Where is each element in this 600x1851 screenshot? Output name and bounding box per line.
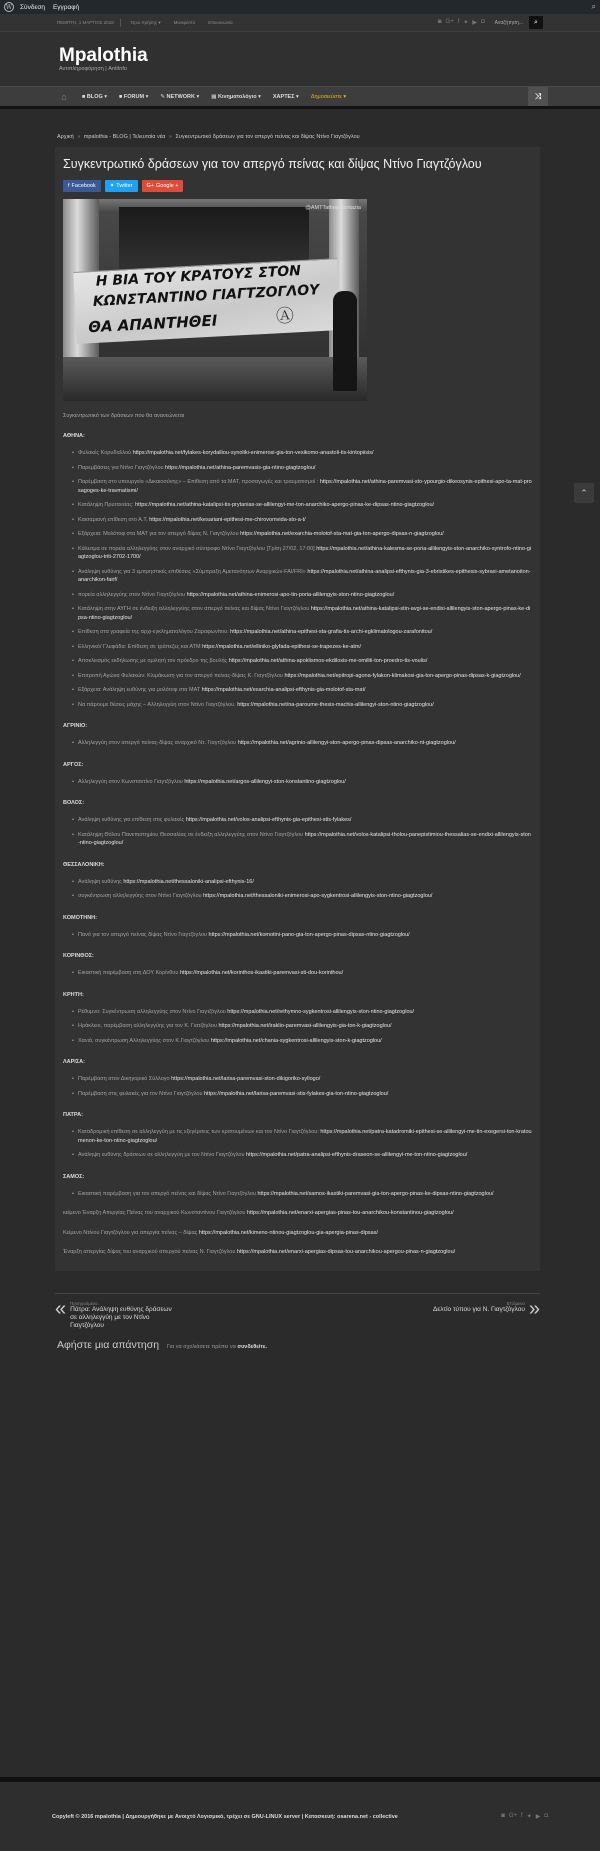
item-url-link[interactable]: https://mpalothia.net/athina-analipsi-efthynis-gia-3-ebristikes-epithesis-sybraxi-ametanoiton-anarchikon-fairf/ [78, 568, 531, 583]
list-item [72, 516, 532, 525]
site-header [0, 32, 600, 86]
list-item [72, 628, 532, 637]
item-url-link[interactable]: https://mpalothia.net/exarchia-molotof-sta-mat-gia-ton-apergo-dipsas-n-giagtzoglou/ [240, 531, 444, 537]
list-item [72, 568, 532, 585]
breadcrumb-category[interactable]: mpalothia - BLOG | Τελευταία νέα [83, 134, 166, 140]
facebook-icon[interactable]: f [521, 1813, 523, 1819]
banner-text: ΚΩΝΣΤΑΝΤΙΝΟ ΓΙΑΓΤΖΟΓΛΟΥ [92, 282, 320, 310]
paragraph-title-link[interactable]: Έναρξη απεργίας δίψας του αναρχικού απεργού πείνας Ν. Γιαγτζόγλου [63, 1249, 236, 1255]
item-title-link[interactable]: Εικαστική παρέμβαση στη ΔΟΥ Κορίνθου [78, 970, 179, 976]
scroll-to-top-button[interactable]: ⌃ [574, 483, 594, 503]
google-plus-share-button[interactable]: G+ Google + [142, 180, 184, 192]
item-title-link[interactable]: Να πάρουμε θέσεις μάχης – Αλληλεγγύη στον Ντίνο Γιαγτζόγλου. [78, 701, 236, 708]
google-plus-icon: G+ [146, 183, 154, 189]
login-link[interactable]: Σύνδεση [20, 3, 45, 11]
footer-social-links [501, 1813, 548, 1820]
post-image [63, 199, 367, 401]
paragraph-url-link[interactable]: https://mpalothia.net/enarxi-apergias-pinas-tou-anarchikou-konstantinou-giagtzoglou/ [246, 1210, 454, 1216]
item-title-link[interactable]: Ελληνικό/ Γλυφάδα: Επίθεση σε τράπεζες και ΑΤΜ [78, 643, 201, 650]
item-title-link[interactable]: συγκέντρωση αλληλεγγύης στον Ντίνο Γιαγτζόγλου [78, 893, 202, 899]
next-title: Δελτίο τύπου για Ν. Γιαγτζόγλου [433, 1305, 525, 1313]
item-title-link[interactable]: Επιτροπή Αγώνα Φυλακών: Κλιμάκωση για τον απεργό πείνας-δίψας Κ. Γιαγτζόγλου [78, 672, 283, 679]
section-heading: ΑΘΗΝΑ: [63, 433, 85, 439]
divider [120, 19, 121, 27]
paragraph-title-link[interactable]: κείμενο Έναρξη Απεργίας Πείνας του αναρχικού Κωνσταντίνου Γιαγτζόγλου [63, 1210, 246, 1216]
next-label: Επόμενο [506, 1300, 525, 1306]
top-bar [0, 14, 600, 32]
item-title-link[interactable]: Ανάληψη ευθύνης δράσεων σε αλληλεγγύη με τον Ντίνο Γιαγτζόγλου [78, 1152, 245, 1158]
breadcrumb [57, 134, 543, 141]
wordpress-icon[interactable]: W [5, 3, 13, 11]
paragraph-title-link[interactable]: Κείμενο Ντίνου Γιαγτζόγλου για απεργία πείνας – δίψας [63, 1229, 198, 1236]
item-title-link[interactable]: Ανάληψη ευθύνης [78, 878, 122, 885]
section-list [63, 1075, 532, 1098]
google-plus-icon[interactable]: G+ [445, 19, 454, 25]
list-item [72, 1075, 532, 1084]
section-list [63, 1128, 532, 1160]
breadcrumb-home[interactable]: Αρχική [57, 134, 74, 140]
previous-post-link[interactable] [55, 1297, 178, 1331]
text-paragraph [63, 1209, 532, 1218]
share-buttons [63, 180, 532, 192]
item-title-link[interactable]: Κατάληψη Θόλου Πανεπιστημίου Θεσσαλίας σε ένδειξη αλληλεγγύης στον Ντίνο Γιαγτζόγλου [78, 831, 304, 838]
item-title-link[interactable]: Ανάληψη ευθύνης για επίθεση στις φυλακές [78, 817, 185, 823]
list-item [72, 530, 532, 539]
list-item [72, 643, 532, 652]
previous-label: Προηγούμενο [70, 1300, 98, 1306]
item-url-link[interactable]: https://mpalothia.net/iraklio-paremvasi-allilengyis-gia-ton-k-giagtzoglou/ [218, 1023, 392, 1029]
item-title-link[interactable]: Εξάρχεια: Ανάληψη ευθύνης για μολότοφ στα ΜΑΤ [78, 687, 201, 693]
list-item [72, 778, 532, 787]
youtube-icon[interactable]: ▶ [472, 20, 478, 26]
item-url-link[interactable]: https://mpalothia.net/athina-katalipsi-stin-avgi-se-endixi-allilengyis-ston-apergo-pinas-ke-dipsa-ntino-giagtzoglou/ [78, 606, 531, 621]
section-list [63, 739, 532, 748]
item-url-link[interactable]: https://mpalothia.net/fylakes-korydalliou-synoliki-enimerosi-gia-ton-vesikomo-anastoli-tis-kintopiisis/ [132, 450, 374, 456]
list-item [72, 1190, 532, 1199]
section-heading: ΚΟΜΟΤΗΝΗ: [63, 914, 97, 921]
text-paragraph [63, 1229, 532, 1238]
post-navigation [55, 1293, 540, 1331]
photo-floor [63, 357, 367, 401]
twitter-icon[interactable]: ✦ [526, 1814, 532, 1820]
item-url-link[interactable]: https://mpalothia.net/athina-paremvasi-sto-ypourgio-dikeosynis-epithesi-apo-ta-mat-prosagoges-ke-travmatismi/ [78, 479, 532, 494]
list-item [72, 1151, 532, 1160]
section-list [63, 449, 532, 709]
item-title-link[interactable]: Παρέμβαση στις φυλακές για τον Ντίνο Γιαγτζόγλου [78, 1090, 203, 1097]
youtube-icon[interactable]: ▶ [535, 1814, 541, 1820]
section-heading: ΘΕΣΣΑΛΟΝΙΚΗ: [63, 861, 105, 868]
google-plus-icon[interactable]: G+ [508, 1813, 518, 1819]
search-input[interactable]: Αναζήτηση... [494, 19, 523, 26]
list-item [72, 739, 532, 748]
item-url-link[interactable]: https://mpalothia.net/athina-katalipsi-tis-prytanias-se-allilengyi-me-ton-anarchiko-apergo-pinas-ke-dipsas-ntino-giagtzoglou/ [135, 502, 435, 508]
section-heading: ΒΟΛΟΣ: [63, 800, 85, 806]
item-url-link[interactable]: https://mpalothia.net/thessaloniki-enimerosi-apo-sygkentrosi-allilengyis-ston-ntino-giagtzoglou/ [203, 893, 433, 899]
terms-link[interactable]: Όροι Χρήσης ▾ [130, 19, 161, 25]
instagram-icon[interactable]: ◘ [544, 1813, 548, 1819]
copyright: Copyleft © 2016 mpalothia | Δημιουργήθηκε με Ανοιχτό Λογισμικό, τρέχει σε GNU-LINUX server | Κατασκευή: osarena.net - collective [52, 1813, 398, 1820]
item-title-link[interactable]: Αλληλεγγύη στον απεργό πείνας-δίψας αναρχικό Ντ. Γιαγτζόγλου [78, 740, 237, 746]
chevron-right-icon: » [528, 1297, 540, 1320]
nav-item-calendar[interactable]: ▦ Κινηματολόγιο ▾ [211, 93, 261, 100]
item-url-link[interactable]: https://mpalothia.net/argos-allilengyi-ston-konstantino-giagtzoglou/ [184, 778, 346, 785]
list-item [72, 657, 532, 666]
banner-text: ΘΑ ΑΠΑΝΤΗΘΕΙ [87, 311, 218, 337]
photo-watermark: @AMTTathnosfantazia [305, 205, 361, 211]
instagram-icon[interactable]: ◘ [481, 19, 485, 25]
post [55, 147, 540, 1271]
section-heading: ΛΑΡΙΣΑ: [63, 1059, 85, 1065]
item-url-link[interactable]: https://mpalothia.net/chania-sygkentrosi-allilengyis-ston-k-giagtzoglou/ [210, 1037, 382, 1044]
site-tagline: Αντιπληροφόρηση | AntiInfo [59, 66, 127, 72]
facebook-icon[interactable]: f [457, 19, 460, 25]
item-title-link[interactable]: Εξάρχεια: Μολότοφ στα ΜΑΤ για τον απεργό δίψας Ν. Γιαγτζόγλου [78, 531, 239, 537]
list-item [72, 686, 532, 695]
nav-item-network[interactable]: ✎ NETWORK ▾ [160, 93, 200, 100]
item-url-link[interactable]: https://mpalothia.net/athina-paremvasis-gia-ntino-giagtzoglou/ [165, 464, 316, 471]
item-title-link[interactable]: Επίθεση στα γραφεία της αρχι-εγκληματολόγου Ζαραφωνίτου: [78, 629, 229, 635]
item-title-link[interactable]: Κατάληψη Πρυτανείας: [78, 502, 134, 508]
facebook-share-button[interactable]: f Facebook [63, 180, 101, 192]
item-url-link[interactable]: https://mpalothia.net/samos-ikastiki-paremvasi-gia-ton-apergo-pinas-ke-dipsas-ntino-giagtzoglou/ [257, 1190, 494, 1197]
item-title-link[interactable]: Εικαστική παρέμβαση για τον απεργό πείνας και δίψας Ντίνο Γιαγτζόγλου [78, 1190, 256, 1197]
list-item [72, 701, 532, 710]
post-title: Συγκεντρωτικό δράσεων για τον απεργό πείνας και δίψας Ντίνο Γιαγτζόγλου [63, 157, 482, 171]
anarchy-symbol-icon: Ⓐ [275, 305, 295, 327]
current-date: ΠΕΜΠΤΗ, 1 ΜΑΡΤΙΟΣ 2018 [57, 20, 114, 25]
paragraph-url-link[interactable]: https://mpalothia.net/enarxi-apergias-dipsas-tou-anarchikou-apergou-pinas-n-giagtzoglou/ [236, 1249, 456, 1255]
list-item [72, 931, 532, 940]
item-title-link[interactable]: Αλληλεγγύη στον Κωνσταντίνο Γιαγτζόγλου [78, 778, 183, 785]
item-title-link[interactable]: πορεία αλληλεγγύης στον Ντίνο Γιαγτζόγλου [78, 591, 186, 598]
section-list [63, 878, 532, 901]
item-url-link[interactable]: https://mpalothia.net/kesariani-epithesi-me-chirovomvida-sto-a-t/ [149, 516, 306, 523]
section-list [63, 931, 532, 940]
section-list [63, 969, 532, 978]
previous-title: Πάτρα: Ανάληψη ευθύνης δράσεων σε αλληλεγγύη με τον Ντίνο Γιαγτζόγλου [70, 1305, 172, 1329]
item-title-link[interactable]: Αποκλεισμός εκδήλωσης με ομιλητή τον πρόεδρο της βουλής [78, 658, 228, 664]
post-intro: Συγκεντρωτικό των δράσεων που θα ανανεώνεται [63, 413, 185, 419]
login-link[interactable]: συνδεθείτε. [237, 1343, 267, 1350]
item-title-link[interactable]: Πανό για τον απεργό πείνας δίψας Ντίνο Γιαγτζόγλου [78, 931, 207, 938]
item-title-link[interactable]: Κατάληψη στην ΑΥΓΗ σε ένδειξη αλληλεγγύης στον απεργό πείνας και δίψας Ντίνο Γιαγτζόγλου [78, 606, 310, 612]
item-url-link[interactable]: https://mpalothia.net/agrinio-allilengyi-ston-apergo-pinas-dipsas-anarchiko-nt-giagtzoglou/ [237, 740, 456, 746]
facebook-icon: f [68, 183, 70, 189]
list-item [72, 892, 532, 901]
list-item [72, 605, 532, 622]
item-title-link[interactable]: Φυλακές Κορυδαλλού [78, 450, 132, 456]
list-item [72, 478, 532, 495]
twitter-icon: ✦ [109, 183, 115, 189]
nav-item-publish[interactable]: Δημοσιεύστε ▾ [310, 93, 347, 100]
section-list [63, 816, 532, 848]
item-url-link[interactable]: https://mpalothia.net/volos-analipsi-efthynis-gia-epithesi-stis-fylakes/ [185, 817, 352, 823]
breadcrumb-separator: » [168, 134, 172, 140]
nav-divider [0, 106, 600, 109]
list-item [72, 1037, 532, 1046]
item-url-link[interactable]: https://mpalothia.net/elliniko-glyfada-epithesi-se-trapezes-ke-atm/ [202, 643, 362, 650]
item-url-link[interactable]: https://mpalothia.net/epitropi-agona-fylakon-klimakosi-gia-ton-apergo-pinas-dipsas-k-giagtzoglou/ [284, 672, 521, 679]
list-item [72, 501, 532, 510]
list-item [72, 969, 532, 978]
item-url-link[interactable]: https://mpalothia.net/athina-enimerosi-apo-tin-poria-allilengyis-ston-ntino-giagtzoglou/ [186, 591, 395, 598]
item-url-link[interactable]: https://mpalothia.net/na-paroume-thesis-machis-allilengyi-ston-ntino-giagtzoglou/ [237, 701, 434, 708]
admin-bar [0, 0, 600, 14]
section-heading: ΠΑΤΡΑ: [63, 1112, 83, 1118]
reply-section [57, 1339, 543, 1351]
main-nav [0, 86, 600, 106]
section-heading: ΣΑΜΟΣ: [63, 1173, 85, 1180]
item-title-link[interactable]: Καταδρομική επίθεση σε αλληλεγγύη με τις εξεγέρσεις των κρατουμένων και τον Ντίνο Γιαγτζόγλου: [78, 1129, 319, 1135]
list-item [72, 591, 532, 600]
item-url-link[interactable]: https://mpalothia.net/larisa-paremvasi-ston-dikigoriko-syllogo/ [171, 1076, 321, 1082]
item-title-link[interactable]: Ηράκλειο, παρέμβαση αλληλεγγύης για τον Κ. Γιατζόγλου [78, 1023, 217, 1029]
item-url-link[interactable]: https://mpalothia.net/komotini-pano-gia-ton-apergo-pinas-dipsas-ntino-giagtzoglou/ [208, 931, 410, 938]
home-icon[interactable]: ⌂ [61, 91, 67, 102]
list-item [72, 449, 532, 458]
item-url-link[interactable]: https://mpalothia.net/larisa-paremvasi-stis-fylakes-gia-ton-ntino-giagtzoglou/ [203, 1090, 389, 1097]
item-url-link[interactable]: https://mpalothia.net/rethymno-sygkentrosi-allilengyis-ston-ntino-giagtzoglou/ [227, 1008, 415, 1015]
breadcrumb-current: Συγκεντρωτικό δράσεων για τον απεργό πείνας και δίψας Ντίνο Γιαγτζόγλου [175, 134, 360, 140]
item-url-link[interactable]: https://mpalothia.net/athina-epithesi-sta-grafia-tis-archi-egklimatologou-zarafonitou/ [230, 629, 433, 635]
item-title-link[interactable]: Παρεμβάσεις για Ντίνο Γιαγτζόγλου [78, 464, 164, 471]
rss-icon[interactable]: ◙ [437, 19, 442, 25]
nav-item-maps[interactable]: ΧΑΡΤΕΣ ▾ [272, 93, 299, 100]
shuffle-icon[interactable]: ⤨ [528, 87, 548, 106]
section-list [63, 778, 532, 787]
chevron-left-icon: « [55, 1297, 67, 1320]
nav-item-blog[interactable]: ■ BLOG ▾ [82, 93, 108, 100]
next-post-link[interactable] [433, 1297, 540, 1331]
section-list [63, 1190, 532, 1199]
item-title-link[interactable]: Κάλεσμα σε πορεία αλληλεγγύης στον αναρχικό σύντροφο Ντίνο Γιαγτζόγλου [Τρίτη 27/02, 17:00] [78, 545, 315, 552]
item-url-link[interactable]: https://mpalothia.net/volos-katalipsi-tholou-panepistimiou-thessalias-se-endixi-allilengyis-ston-ntino-giagtzoglou/ [78, 831, 531, 846]
post-paragraphs [63, 1209, 532, 1257]
photo-person [333, 291, 357, 391]
item-url-link[interactable]: https://mpalothia.net/patra-katadromiki-epithesi-se-allilengyi-me-tin-exegersi-ton-kratoumenon-ke-ton-ntino-giagtzoglou/ [78, 1129, 532, 1144]
section-heading: ΚΡΗΤΗ: [63, 991, 84, 998]
list-item [72, 545, 532, 562]
item-title-link[interactable]: Παρέμβαση στον Δικηγορικό Σύλλογο [78, 1076, 170, 1082]
rss-icon[interactable]: ◙ [501, 1813, 505, 1819]
item-url-link[interactable]: https://mpalothia.net/athina-apoklismos-ekdilosis-me-omiliti-ton-proedro-tis-voulis/ [228, 658, 428, 664]
list-item [72, 1022, 532, 1031]
text-paragraph [63, 1248, 532, 1257]
nav-item-forum[interactable]: ■ FORUM ▾ [119, 93, 149, 100]
search-button[interactable]: ⌕ [529, 16, 543, 29]
breadcrumb-separator: » [77, 134, 81, 140]
list-item [72, 1008, 532, 1017]
site-footer [0, 1782, 600, 1851]
protest-banner [73, 258, 340, 344]
list-item [72, 1090, 532, 1099]
section-heading: ΑΡΓΟΣ: [63, 761, 84, 768]
section-heading: ΑΓΡΙΝΙΟ: [63, 723, 88, 729]
item-title-link[interactable]: Χανιά, συγκέντρωση Αλληλεγγύης στον Κ.Γιαγτζόγλου [78, 1037, 210, 1044]
item-title-link[interactable]: Ανάληψη ευθύνης για 3 εμπρηστικές επιθέσεις «Σύμπραξη Αμετανόητων Αναρχικών-FAI/FRI» [78, 568, 306, 575]
list-item [72, 831, 532, 848]
item-url-link[interactable]: https://mpalothia.net/thessaloniki-analipsi-efthynis-16/ [123, 878, 254, 885]
list-item [72, 672, 532, 681]
post-sections [63, 433, 532, 1198]
reply-text: Για να σχολιάσετε πρέπει να συνδεθείτε. [167, 1343, 267, 1350]
list-item [72, 816, 532, 825]
twitter-share-button[interactable]: ✦ Twitter [105, 180, 138, 192]
social-links [438, 19, 485, 26]
item-url-link[interactable]: https://mpalothia.net/exarchia-analipsi-efthynis-gia-molotof-sta-mat/ [201, 687, 366, 693]
list-item [72, 878, 532, 887]
item-title-link[interactable]: Παρέμβαση στο υπουργείο «Δικαιοσύνης» – Επίθεση από τα ΜΑΤ, προσαγωγές και τραυματισμοί : [78, 479, 319, 485]
twitter-icon[interactable]: ✦ [463, 20, 469, 26]
manifesto-link[interactable]: Μανιφέστο [173, 20, 196, 25]
search-icon[interactable]: ⌕ [591, 2, 596, 11]
reply-heading: Αφήστε μια απάντηση [57, 1338, 160, 1351]
list-item [72, 1128, 532, 1145]
paragraph-url-link[interactable]: https://mpalothia.net/kimeno-ntinou-giagtzoglou-gia-apergia-pinas-dipsas/ [198, 1229, 378, 1236]
item-url-link[interactable]: https://mpalothia.net/athina-kalesma-se-poria-allilengyis-ston-anarchiko-syntrofo-ntino-giagtzoglou-triti-2702-1700/ [78, 545, 532, 560]
item-title-link[interactable]: Ρέθυμνο: Συγκέντρωση αλληλεγγύης στον Ντίνο Γιαγτζόγλου [78, 1008, 226, 1015]
item-url-link[interactable]: https://mpalothia.net/korinthos-ikastiki-paremvasi-sti-dou-korinthou/ [179, 970, 344, 976]
list-item [72, 464, 532, 473]
site-title[interactable]: Mpalothia [59, 45, 148, 66]
item-url-link[interactable]: https://mpalothia.net/patra-analipsi-efthynis-draseon-se-allilengyi-me-ton-ntino-giagtzoglou/ [245, 1152, 468, 1158]
register-link[interactable]: Εγγραφή [52, 3, 80, 11]
section-heading: ΚΟΡΙΝΘΟΣ: [63, 953, 94, 959]
banner-text: Η ΒΙΑ ΤΟΥ ΚΡΑΤΟΥΣ ΣΤΟΝ [95, 263, 302, 290]
section-list [63, 1008, 532, 1046]
contact-link[interactable]: Επικοινωνία [208, 20, 233, 25]
item-title-link[interactable]: Καισαριανή επίθεση στο Α.Τ. [78, 516, 148, 523]
